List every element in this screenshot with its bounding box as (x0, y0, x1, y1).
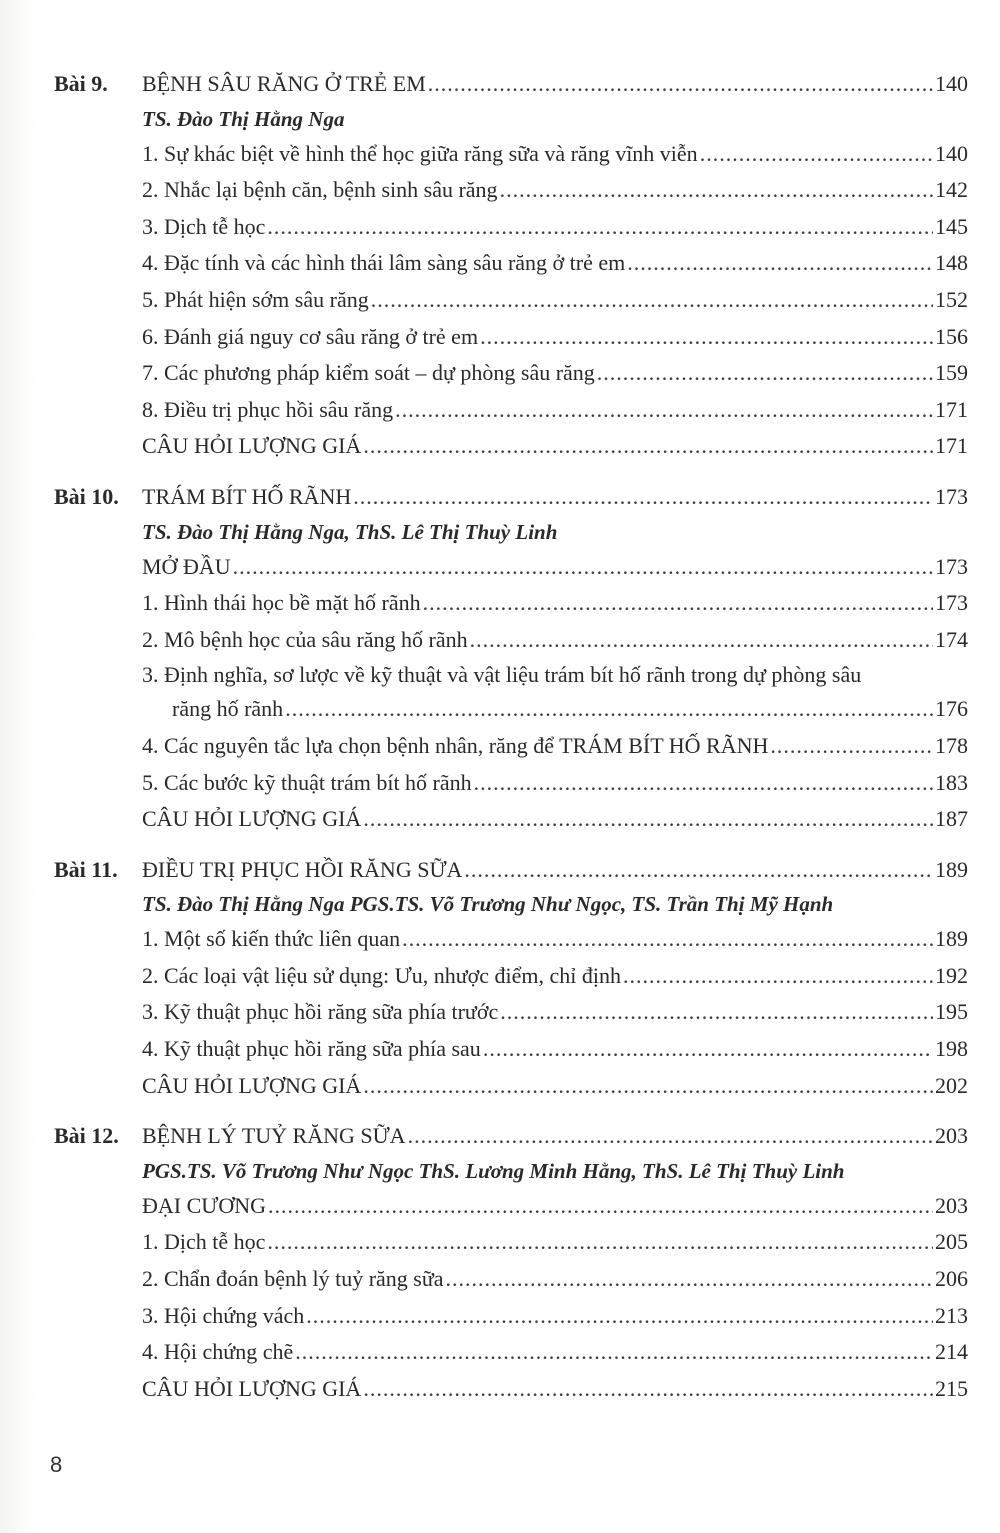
dot-leader (423, 585, 933, 622)
toc-entry (54, 428, 968, 465)
dot-leader (363, 1371, 933, 1408)
dot-leader (295, 1334, 933, 1371)
dot-leader (395, 392, 933, 429)
page-number: 202 (935, 1072, 968, 1098)
dot-leader (474, 765, 933, 802)
page-number: 173 (935, 553, 968, 579)
page-number: 148 (935, 250, 968, 276)
chapter-heading (54, 479, 968, 516)
toc-entry (54, 549, 968, 586)
page-number: 215 (935, 1375, 968, 1401)
toc-entry (54, 958, 968, 995)
dot-leader (597, 355, 933, 392)
page-number: 171 (935, 433, 968, 459)
page-number: 213 (935, 1302, 968, 1328)
chapter-number: Bài 9. (54, 71, 108, 96)
entry-title: 8. Điều trị phục hồi sâu răng (142, 396, 394, 422)
entry-title: 7. Các phương pháp kiểm soát – dự phòng sâu răng (142, 360, 595, 386)
page-number: 156 (935, 323, 968, 349)
chapter-title: BỆNH SÂU RĂNG Ở TRẺ EM (142, 71, 426, 96)
page-number: 189 (935, 926, 968, 952)
chapter-authors (54, 888, 968, 921)
authors-text: TS. Đào Thị Hằng Nga (142, 106, 345, 131)
dot-leader (371, 282, 933, 319)
toc-entry (54, 921, 968, 958)
page-number: 173 (935, 590, 968, 616)
entry-title: 1. Sự khác biệt về hình thể học giữa răng sữa và răng vĩnh viễn (142, 140, 698, 166)
dot-leader (285, 691, 933, 728)
dot-leader (700, 136, 933, 173)
entry-title: CÂU HỎI LƯỢNG GIÁ (142, 806, 362, 832)
dot-leader (353, 479, 933, 516)
authors-text: TS. Đào Thị Hằng Nga, ThS. Lê Thị Thuỳ Linh (142, 519, 558, 544)
entry-title: 1. Hình thái học bề mặt hố rãnh (142, 590, 421, 616)
chapter-heading (54, 66, 968, 103)
toc-entry (54, 392, 968, 429)
page-number: 214 (935, 1339, 968, 1365)
toc-entry (54, 209, 968, 246)
page-number: 176 (935, 696, 968, 722)
page-number: 205 (935, 1229, 968, 1255)
toc-entry (54, 172, 968, 209)
dot-leader (470, 622, 933, 659)
chapter-authors (54, 516, 968, 549)
page-number: 171 (935, 396, 968, 422)
dot-leader (500, 172, 933, 209)
toc-entry-wrapped-line1 (54, 658, 968, 691)
dot-leader (464, 852, 933, 889)
entry-title: 5. Phát hiện sớm sâu răng (142, 286, 369, 312)
toc-entry (54, 765, 968, 802)
entry-title: 4. Hội chứng chẽ (142, 1339, 294, 1365)
entry-title: 3. Kỹ thuật phục hồi răng sữa phía trước (142, 999, 499, 1025)
toc-entry (54, 1261, 968, 1298)
entry-title: CÂU HỎI LƯỢNG GIÁ (142, 1375, 362, 1401)
entry-title: 2. Chẩn đoán bệnh lý tuỷ răng sữa (142, 1266, 444, 1292)
page-number: 140 (935, 71, 968, 96)
entry-title: CÂU HỎI LƯỢNG GIÁ (142, 433, 362, 459)
toc-entry (54, 1031, 968, 1068)
page-number: 140 (935, 140, 968, 166)
page-number: 142 (935, 177, 968, 203)
entry-title: 4. Đặc tính và các hình thái lâm sàng sâu răng ở trẻ em (142, 250, 626, 276)
page-number: 206 (935, 1266, 968, 1292)
dot-leader (363, 428, 933, 465)
toc-entry (54, 136, 968, 173)
dot-leader (268, 1188, 933, 1225)
dot-leader (428, 66, 933, 103)
table-of-contents (54, 66, 968, 1407)
toc-entry (54, 355, 968, 392)
dot-leader (233, 549, 933, 586)
page-number: 145 (935, 213, 968, 239)
dot-leader (267, 209, 933, 246)
dot-leader (627, 245, 933, 282)
entry-title: MỞ ĐẦU (142, 553, 231, 579)
toc-entry (54, 728, 968, 765)
chapter-authors (54, 1155, 968, 1188)
entry-title: 3. Dịch tễ học (142, 213, 266, 239)
authors-text: TS. Đào Thị Hằng Nga PGS.TS. Võ Trương Như Ngọc, TS. Trần Thị Mỹ Hạnh (142, 892, 834, 917)
page-number: 174 (935, 626, 968, 652)
chapter-title: ĐIỀU TRỊ PHỤC HỒI RĂNG SỮA (142, 856, 463, 882)
dot-leader (623, 958, 933, 995)
page-number: 178 (935, 732, 968, 758)
page-number: 152 (935, 286, 968, 312)
page-number: 203 (935, 1192, 968, 1218)
entry-title: 3. Hội chứng vách (142, 1302, 305, 1328)
chapter-heading (54, 852, 968, 889)
dot-leader (483, 1031, 933, 1068)
dot-leader (402, 921, 933, 958)
page-number: 203 (935, 1123, 968, 1149)
entry-title: 2. Nhắc lại bệnh căn, bệnh sinh sâu răng (142, 177, 498, 203)
page-number: 195 (935, 999, 968, 1025)
chapter-number: Bài 11. (54, 856, 118, 882)
toc-entry (54, 319, 968, 356)
toc-entry (54, 801, 968, 838)
page-number: 192 (935, 962, 968, 988)
dot-leader (408, 1118, 933, 1155)
entry-title: 2. Mô bệnh học của sâu răng hố rãnh (142, 626, 468, 652)
page-number: 173 (935, 483, 968, 509)
dot-leader (267, 1224, 933, 1261)
entry-title: răng hố rãnh (172, 696, 284, 722)
toc-entry (54, 1298, 968, 1335)
toc-entry (54, 282, 968, 319)
entry-title: ĐẠI CƯƠNG (142, 1192, 267, 1218)
page-number: 159 (935, 360, 968, 386)
chapter-number: Bài 12. (54, 1123, 119, 1149)
entry-title: CÂU HỎI LƯỢNG GIÁ (142, 1072, 362, 1098)
chapter-heading (54, 1118, 968, 1155)
toc-entry (54, 245, 968, 282)
chapter-title: BỆNH LÝ TUỶ RĂNG SỮA (142, 1123, 406, 1149)
toc-entry-wrapped-line2 (54, 691, 968, 728)
toc-entry (54, 994, 968, 1031)
entry-title: 5. Các bước kỹ thuật trám bít hố rãnh (142, 769, 472, 795)
toc-entry (54, 1371, 968, 1408)
entry-title: 6. Đánh giá nguy cơ sâu răng ở trẻ em (142, 323, 479, 349)
dot-leader (363, 1068, 933, 1105)
page-number: 189 (935, 856, 968, 882)
chapter-authors (54, 103, 968, 136)
entry-title: 3. Định nghĩa, sơ lược về kỹ thuật và vật liệu trám bít hố rãnh trong dự phòng sâu (142, 662, 862, 688)
entry-title: 2. Các loại vật liệu sử dụng: Ưu, nhược điểm, chỉ định (142, 962, 622, 988)
toc-entry (54, 1334, 968, 1371)
entry-title: 4. Kỹ thuật phục hồi răng sữa phía sau (142, 1036, 481, 1062)
entry-title: 1. Một số kiến thức liên quan (142, 926, 401, 952)
dot-leader (770, 728, 933, 765)
chapter-title: TRÁM BÍT HỐ RÃNH (142, 483, 352, 509)
toc-entry (54, 1068, 968, 1105)
toc-entry (54, 1188, 968, 1225)
toc-entry (54, 1224, 968, 1261)
authors-text: PGS.TS. Võ Trương Như Ngọc ThS. Lương Minh Hằng, ThS. Lê Thị Thuỳ Linh (142, 1158, 845, 1183)
dot-leader (480, 319, 933, 356)
page-number: 187 (935, 806, 968, 832)
entry-title: 4. Các nguyên tắc lựa chọn bệnh nhân, răng để TRÁM BÍT HỐ RÃNH (142, 732, 769, 758)
dot-leader (363, 801, 933, 838)
toc-entry (54, 585, 968, 622)
chapter-number: Bài 10. (54, 483, 119, 509)
footer-page-number: 8 (50, 1452, 63, 1477)
dot-leader (500, 994, 933, 1031)
entry-title: 1. Dịch tễ học (142, 1229, 266, 1255)
page-number: 183 (935, 769, 968, 795)
page-number: 198 (935, 1036, 968, 1062)
toc-entry (54, 622, 968, 659)
dot-leader (306, 1298, 933, 1335)
dot-leader (446, 1261, 933, 1298)
